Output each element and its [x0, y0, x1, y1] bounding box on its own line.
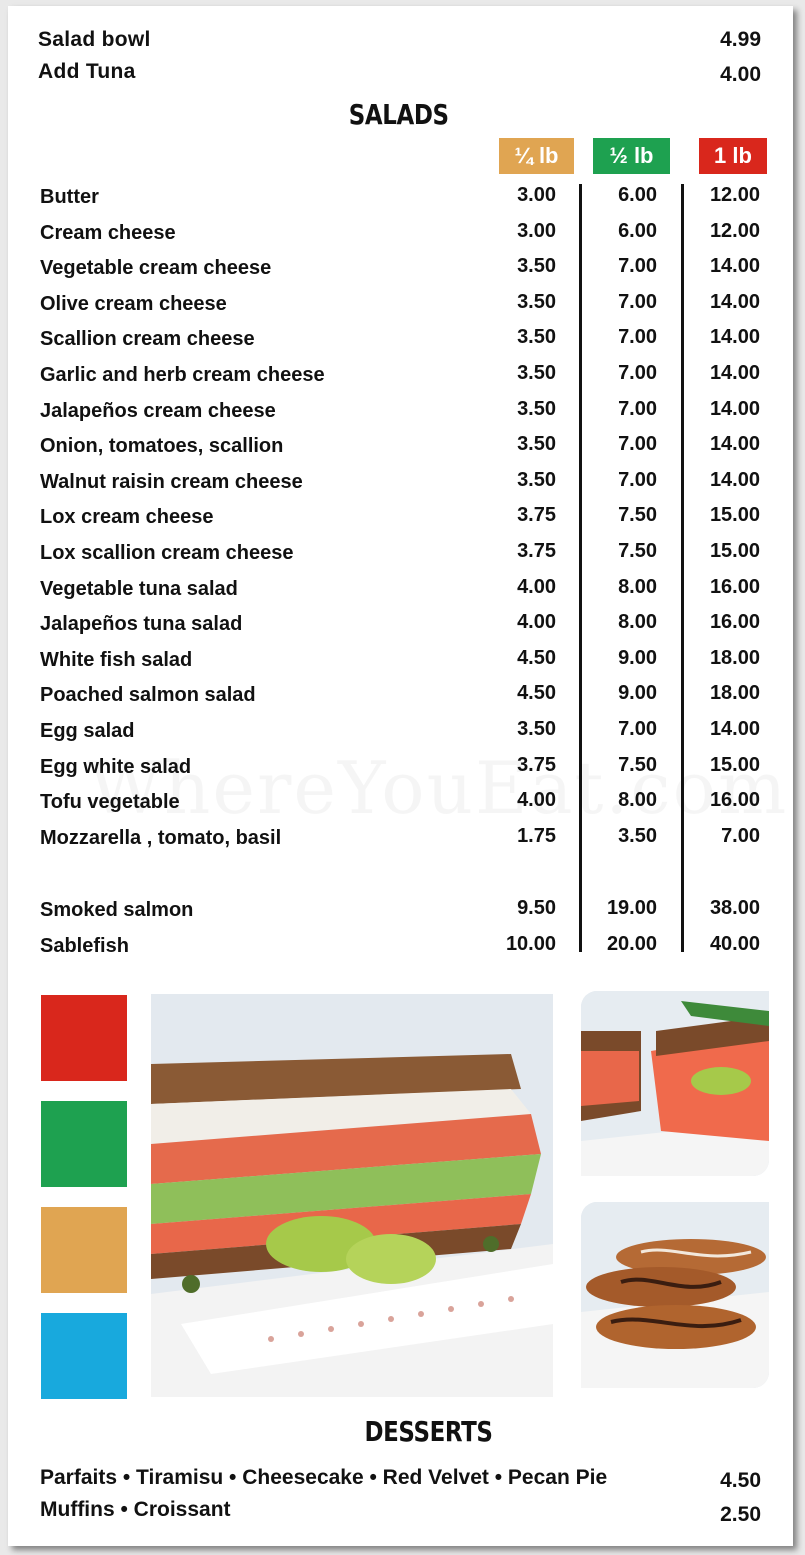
- salad-row-name: Butter: [40, 186, 99, 208]
- price-one-lb: 14.00: [709, 398, 760, 420]
- price-quarter-lb: 4.50: [517, 682, 556, 704]
- price-one-lb: 40.00: [709, 933, 760, 955]
- menu-price-salad-bowl: 4.99: [720, 28, 761, 51]
- salad-row-name: Egg white salad: [40, 756, 192, 778]
- price-one-lb: 14.00: [709, 718, 760, 740]
- price-quarter-lb: 4.00: [517, 611, 556, 633]
- price-half-lb: 7.50: [618, 754, 657, 776]
- price-half-lb: 3.50: [618, 825, 657, 847]
- price-half-lb: 7.00: [618, 291, 657, 313]
- salads-heading: SALADS: [348, 98, 449, 131]
- price-half-lb: 7.00: [618, 469, 657, 491]
- price-quarter-lb: 4.00: [517, 789, 556, 811]
- salad-row-name: Garlic and herb cream cheese: [40, 364, 325, 386]
- price-quarter-lb: 1.75: [517, 825, 556, 847]
- column-header-one-lb: 1 lb: [699, 138, 767, 174]
- price-half-lb: 8.00: [618, 789, 657, 811]
- price-one-lb: 15.00: [709, 504, 760, 526]
- price-half-lb: 8.00: [618, 576, 657, 598]
- price-half-lb: 19.00: [606, 897, 657, 919]
- salad-row-name: Vegetable tuna salad: [40, 578, 238, 600]
- price-quarter-lb: 3.50: [517, 398, 556, 420]
- dessert-price-2: 2.50: [720, 1503, 761, 1526]
- salad-row-name: Lox scallion cream cheese: [40, 542, 294, 564]
- price-one-lb: 14.00: [709, 291, 760, 313]
- menu-card: [8, 6, 793, 1546]
- price-quarter-lb: 10.00: [505, 933, 556, 955]
- price-quarter-lb: 3.75: [517, 504, 556, 526]
- price-half-lb: 6.00: [618, 184, 657, 206]
- menu-item-add-tuna: Add Tuna: [38, 60, 136, 83]
- salad-row-name: Cream cheese: [40, 222, 176, 244]
- price-quarter-lb: 4.50: [517, 647, 556, 669]
- price-one-lb: 12.00: [709, 184, 760, 206]
- price-one-lb: 12.00: [709, 220, 760, 242]
- price-quarter-lb: 9.50: [517, 897, 556, 919]
- salad-row-name: Poached salmon salad: [40, 684, 256, 706]
- fish-row-name: Smoked salmon: [40, 899, 194, 921]
- price-quarter-lb: 3.50: [517, 291, 556, 313]
- price-one-lb: 14.00: [709, 362, 760, 384]
- color-swatch: [41, 995, 127, 1081]
- salad-row-name: Tofu vegetable: [40, 791, 180, 813]
- salad-row-name: Vegetable cream cheese: [40, 257, 272, 279]
- salad-row-name: Lox cream cheese: [40, 506, 214, 528]
- salad-row-name: Onion, tomatoes, scallion: [40, 435, 284, 457]
- price-quarter-lb: 4.00: [517, 576, 556, 598]
- dessert-item-2: Muffins • Croissant: [40, 1498, 231, 1521]
- color-swatch: [41, 1101, 127, 1187]
- salad-row-name: Olive cream cheese: [40, 293, 227, 315]
- salad-row-name: Jalapeños tuna salad: [40, 613, 243, 635]
- price-one-lb: 18.00: [709, 682, 760, 704]
- price-one-lb: 14.00: [709, 326, 760, 348]
- price-one-lb: 14.00: [709, 255, 760, 277]
- column-header-half-lb: ½ lb: [593, 138, 670, 174]
- price-half-lb: 7.00: [618, 326, 657, 348]
- price-one-lb: 38.00: [709, 897, 760, 919]
- price-half-lb: 7.00: [618, 362, 657, 384]
- salad-row-name: Walnut raisin cream cheese: [40, 471, 303, 493]
- price-half-lb: 9.00: [618, 647, 657, 669]
- color-swatch: [41, 1313, 127, 1399]
- price-quarter-lb: 3.50: [517, 718, 556, 740]
- price-half-lb: 7.50: [618, 540, 657, 562]
- croissant-photo: [581, 1202, 769, 1388]
- price-half-lb: 7.50: [618, 504, 657, 526]
- price-half-lb: 8.00: [618, 611, 657, 633]
- price-half-lb: 7.00: [618, 718, 657, 740]
- salmon-sandwich-photo: [581, 991, 769, 1176]
- price-half-lb: 20.00: [606, 933, 657, 955]
- salad-row-name: Mozzarella , tomato, basil: [40, 827, 282, 849]
- menu-item-salad-bowl: Salad bowl: [38, 28, 151, 51]
- price-quarter-lb: 3.75: [517, 540, 556, 562]
- price-one-lb: 16.00: [709, 576, 760, 598]
- price-quarter-lb: 3.00: [517, 220, 556, 242]
- price-one-lb: 15.00: [709, 540, 760, 562]
- color-swatch: [41, 1207, 127, 1293]
- sandwich-photo: [151, 994, 553, 1397]
- price-one-lb: 14.00: [709, 433, 760, 455]
- price-one-lb: 16.00: [709, 611, 760, 633]
- dessert-item-1: Parfaits • Tiramisu • Cheesecake • Red Velvet • Pecan Pie: [40, 1466, 608, 1489]
- menu-price-add-tuna: 4.00: [720, 63, 761, 86]
- price-half-lb: 7.00: [618, 255, 657, 277]
- dessert-price-1: 4.50: [720, 1469, 761, 1492]
- price-quarter-lb: 3.75: [517, 754, 556, 776]
- price-half-lb: 7.00: [618, 433, 657, 455]
- salad-row-name: Jalapeños cream cheese: [40, 400, 276, 422]
- price-half-lb: 7.00: [618, 398, 657, 420]
- price-one-lb: 18.00: [709, 647, 760, 669]
- price-half-lb: 9.00: [618, 682, 657, 704]
- salad-row-name: Scallion cream cheese: [40, 328, 255, 350]
- price-quarter-lb: 3.50: [517, 255, 556, 277]
- price-one-lb: 7.00: [721, 825, 760, 847]
- price-quarter-lb: 3.50: [517, 326, 556, 348]
- price-quarter-lb: 3.50: [517, 433, 556, 455]
- price-one-lb: 15.00: [709, 754, 760, 776]
- price-half-lb: 6.00: [618, 220, 657, 242]
- price-one-lb: 14.00: [709, 469, 760, 491]
- price-quarter-lb: 3.50: [517, 362, 556, 384]
- fish-row-name: Sablefish: [40, 935, 129, 957]
- price-one-lb: 16.00: [709, 789, 760, 811]
- price-quarter-lb: 3.00: [517, 184, 556, 206]
- salad-row-name: White fish salad: [40, 649, 193, 671]
- column-header-quarter-lb: ¼ lb: [499, 138, 574, 174]
- salad-row-name: Egg salad: [40, 720, 135, 742]
- desserts-heading: DESSERTS: [364, 1415, 493, 1448]
- price-quarter-lb: 3.50: [517, 469, 556, 491]
